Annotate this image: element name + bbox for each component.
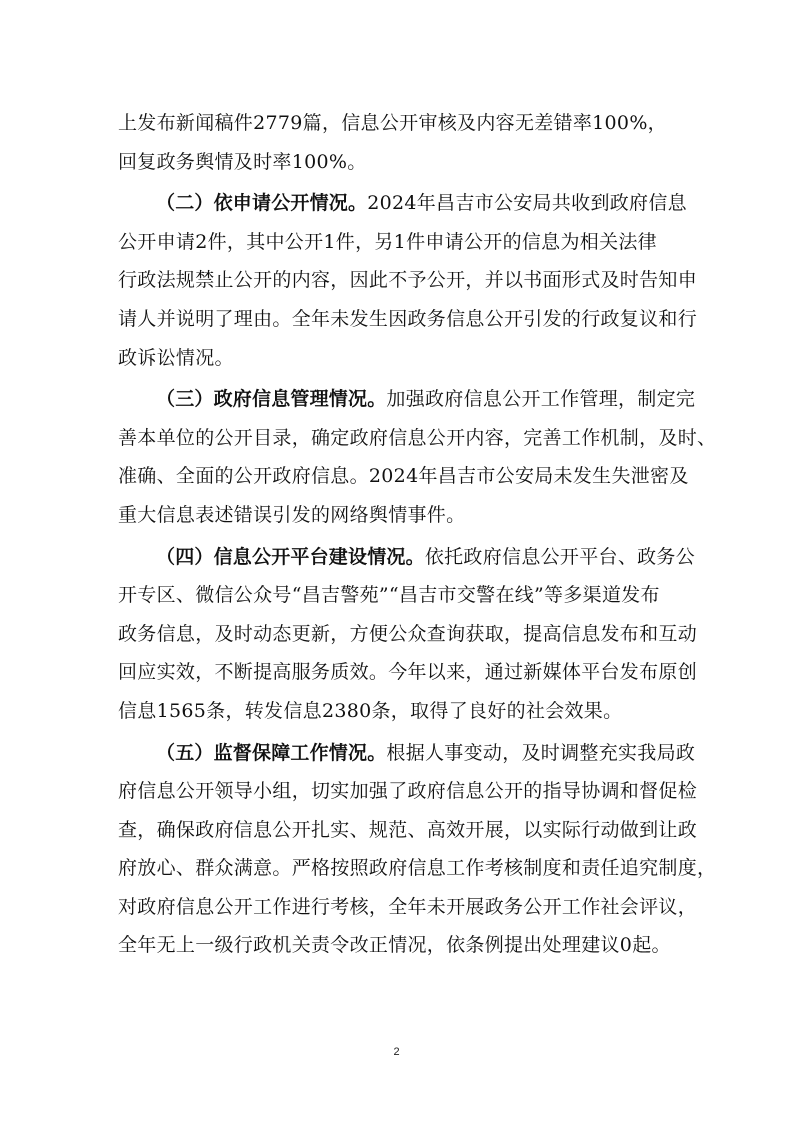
section-heading: （四）信息公开平台建设情况。 <box>156 545 425 568</box>
text-run: 根据人事变动，及时调整充实我局政 <box>386 741 696 764</box>
text-line: 信息1565条，转发信息2380条，取得了良好的社会效果。 <box>118 699 623 722</box>
paragraph-platform-construction <box>118 538 698 731</box>
paragraph-first-line <box>118 380 696 419</box>
paragraph-supervision <box>118 734 717 966</box>
text-run: 依托政府信息公开平台、政务公 <box>424 545 696 568</box>
paragraph-information-management <box>118 380 717 534</box>
paragraph-first-line <box>118 538 696 577</box>
text-line: 府放心、群众满意。严格按照政府信息工作考核制度和责任追究制度， <box>118 857 717 880</box>
paragraph-first-line <box>118 734 696 773</box>
text-line: 重大信息表述错误引发的网络舆情事件。 <box>118 503 466 526</box>
text-line: 开专区、微信公众号“昌吉警苑”“昌吉市交警在线”等多渠道发布 <box>118 584 660 607</box>
text-line: 全年无上一级行政机关责令改正情况，依条例提出处理建议0起。 <box>118 934 671 957</box>
text-line: 对政府信息公开工作进行考核，全年未开展政务公开工作社会评议， <box>118 895 698 918</box>
paragraph-first-line <box>118 184 687 223</box>
text-line: 回复政务舆情及时率100%。 <box>118 150 367 173</box>
page-number: 2 <box>393 1046 400 1058</box>
text-line: 查，确保政府信息公开扎实、规范、高效开展，以实际行动做到让政 <box>118 818 698 841</box>
paragraph-application-disclosure <box>118 184 698 377</box>
text-line: 善本单位的公开目录，确定政府信息公开内容，完善工作机制，及时、 <box>118 426 717 449</box>
text-run: 2024年昌吉市公安局共收到政府信息 <box>367 192 687 215</box>
text-line: 请人并说明了理由。全年未发生因政务信息公开引发的行政复议和行 <box>118 307 698 330</box>
document-body <box>118 104 717 965</box>
text-run: 加强政府信息公开工作管理，制定完 <box>386 388 696 411</box>
text-line: 准确、全面的公开政府信息。2024年昌吉市公安局未发生失泄密及 <box>118 465 689 488</box>
text-line: 政务信息，及时动态更新，方便公众查询获取，提高信息发布和互动 <box>118 622 698 645</box>
section-heading: （二）依申请公开情况。 <box>156 192 368 215</box>
text-line: 政诉讼情况。 <box>118 346 234 369</box>
section-heading: （五）监督保障工作情况。 <box>156 741 387 764</box>
section-heading: （三）政府信息管理情况。 <box>156 388 387 411</box>
text-line: 公开申请2件，其中公开1件，另1件申请公开的信息为相关法律 <box>118 230 657 253</box>
text-line: 府信息公开领导小组，切实加强了政府信息公开的指导协调和督促检 <box>118 780 698 803</box>
text-line: 上发布新闻稿件2779篇，信息公开审核及内容无差错率100%， <box>118 112 667 134</box>
paragraph-publishing-stats <box>118 104 678 181</box>
text-line: 回应实效，不断提高服务质效。今年以来，通过新媒体平台发布原创 <box>118 661 698 684</box>
text-line: 行政法规禁止公开的内容，因此不予公开，并以书面形式及时告知申 <box>118 269 698 292</box>
